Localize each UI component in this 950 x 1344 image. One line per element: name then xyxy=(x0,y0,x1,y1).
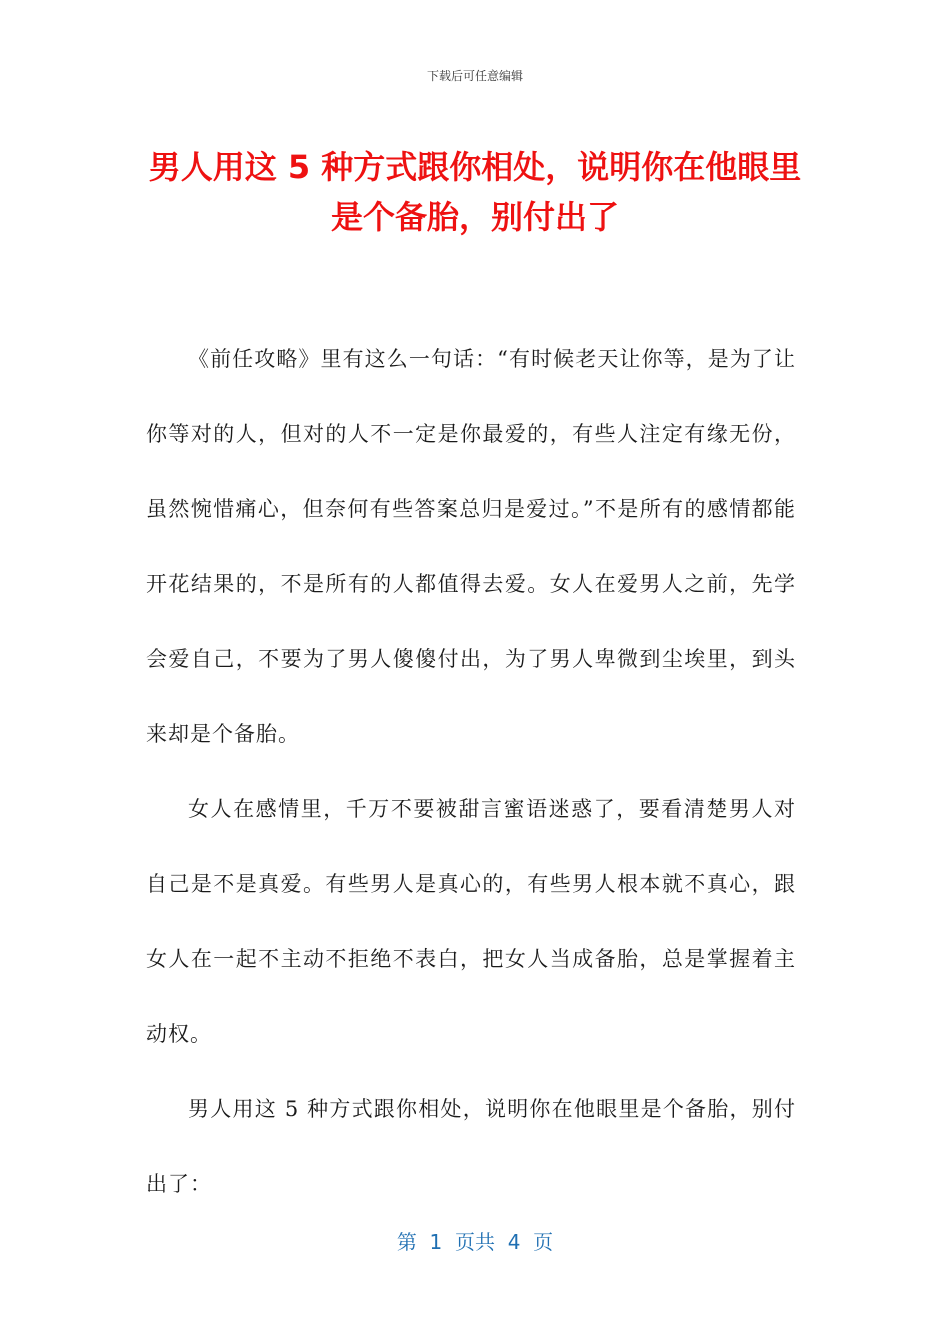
article-body xyxy=(146,322,796,1222)
header-note: 下载后可任意编辑 xyxy=(426,69,523,83)
article-title: 男人用这 5 种方式跟你相处，说明你在他眼里是个备胎，别付出了 xyxy=(148,148,802,236)
paragraph-1: 《前任攻略》里有这么一句话：“有时候老天让你等，是为了让你等对的人，但对的人不一定是你最爱的，有些人注定有缘无份，虽然惋惜痛心，但奈何有些答案总归是爱过。”不是所有的感情都能开花结果的，不是所有的人都值得去爱。女人在爱男人之前，先学会爱自己，不要为了男人傻傻付出，为了男人卑微到尘埃里，到头来却是个备胎。 xyxy=(146,347,796,746)
paragraph-3: 男人用这 5 种方式跟你相处，说明你在他眼里是个备胎，别付出了： xyxy=(146,1097,796,1196)
paragraph-2: 女人在感情里，千万不要被甜言蜜语迷惑了，要看清楚男人对自己是不是真爱。有些男人是真心的，有些男人根本就不真心，跟女人在一起不主动不拒绝不表白，把女人当成备胎，总是掌握着主动权。 xyxy=(146,797,796,1046)
page-number-footer: 第 1 页共 4 页 xyxy=(396,1230,554,1254)
